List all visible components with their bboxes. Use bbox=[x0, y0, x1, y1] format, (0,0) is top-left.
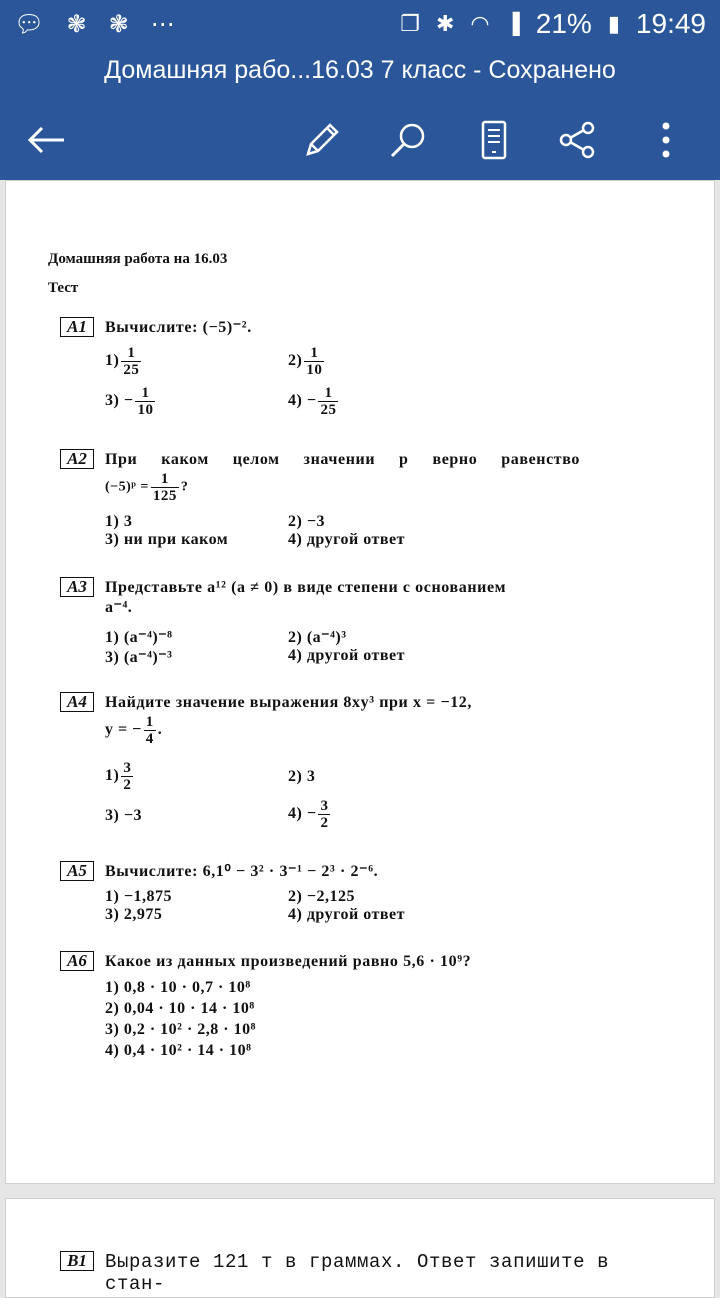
mobile-view-icon bbox=[479, 120, 509, 160]
option-2: 2) 3 bbox=[288, 768, 316, 785]
option-1: 1) 3 bbox=[105, 513, 133, 530]
option-3: 3) 0,2 · 10² · 2,8 · 10⁸ bbox=[105, 1021, 256, 1038]
document-page[interactable] bbox=[5, 180, 715, 1184]
back-arrow-icon bbox=[26, 125, 66, 155]
question-number: A6 bbox=[60, 951, 94, 971]
app-toolbar bbox=[0, 48, 720, 180]
app-notification-icon-2: ❃ bbox=[108, 11, 129, 38]
document-title: Домашняя рабо...16.03 7 класс - Сохранено bbox=[104, 56, 616, 84]
chat-notification-icon: 💬︎ bbox=[14, 11, 45, 38]
question-text: Вычислите: (−5)⁻². bbox=[105, 319, 252, 336]
document-page-2[interactable] bbox=[5, 1198, 715, 1298]
question-text: Найдите значение выражения 8xy³ при x = −12, bbox=[105, 694, 472, 711]
share-button[interactable] bbox=[548, 110, 608, 170]
question-number: A3 bbox=[60, 577, 94, 597]
doc-subheading: Тест bbox=[48, 280, 79, 296]
status-bar bbox=[0, 0, 720, 48]
more-vert-icon bbox=[661, 120, 671, 160]
option-1: 1) (a⁻⁴)⁻⁸ bbox=[105, 629, 173, 646]
bluetooth-icon: ✱ bbox=[435, 11, 455, 36]
question-text: Какое из данных произведений равно 5,6 · 10⁹? bbox=[105, 953, 472, 970]
option-3: 3) (a⁻⁴)⁻³ bbox=[105, 649, 173, 666]
question-number: B1 bbox=[60, 1251, 94, 1271]
edit-button[interactable] bbox=[292, 110, 352, 170]
more-options-button[interactable] bbox=[636, 110, 696, 170]
option-2: 2) −3 bbox=[288, 513, 325, 530]
question-number: A1 bbox=[60, 317, 94, 337]
option-1: 1) $\frac{1}{25}$ bbox=[105, 345, 140, 378]
option-4: 4) другой ответ bbox=[288, 531, 405, 548]
mobile-view-button[interactable] bbox=[464, 110, 524, 170]
option-1: 1) 0,8 · 10 · 0,7 · 10⁸ bbox=[105, 979, 251, 996]
option-3: 3) −3 bbox=[105, 807, 142, 824]
option-3: 3) ни при каком bbox=[105, 531, 229, 548]
search-button[interactable] bbox=[378, 110, 438, 170]
option-4: 4) 0,4 · 10² · 14 · 10⁸ bbox=[105, 1042, 252, 1059]
option-4: 4) − $\frac{3}{2}$ bbox=[288, 798, 329, 831]
more-notifications-icon: ⋯ bbox=[150, 11, 175, 38]
search-icon bbox=[388, 120, 428, 160]
question-text-cont: a⁻⁴. bbox=[105, 599, 133, 616]
option-2: 2) (a⁻⁴)³ bbox=[288, 629, 347, 646]
battery-percent: 21% bbox=[535, 8, 592, 39]
question-number: A4 bbox=[60, 692, 94, 712]
question-number: A5 bbox=[60, 861, 94, 881]
question-text: При каком целом значении p верно равенство bbox=[105, 451, 580, 468]
question-text: Вычислите: 6,1⁰ − 3² · 3⁻¹ − 2³ · 2⁻⁶. bbox=[105, 863, 379, 880]
question-number: A2 bbox=[60, 449, 94, 469]
back-button[interactable] bbox=[16, 110, 76, 170]
question-text-cont: y = − $\frac{1}{4}$ . bbox=[105, 714, 163, 747]
app-notification-icon: ❃ bbox=[66, 11, 87, 38]
question-text: Представьте a¹² (a ≠ 0) в виде степени с основанием bbox=[105, 579, 507, 596]
pencil-icon bbox=[302, 120, 342, 160]
option-1: 1) $\frac{3}{2}$ bbox=[105, 760, 132, 793]
doc-heading: Домашняя работа на 16.03 bbox=[48, 251, 228, 267]
signal-icon: ▐ bbox=[505, 12, 520, 35]
wifi-icon: ◠ bbox=[470, 11, 490, 36]
option-2: 2) $\frac{1}{10}$ bbox=[288, 345, 323, 378]
battery-icon: ▮ bbox=[607, 11, 620, 36]
option-4: 4) другой ответ bbox=[288, 647, 405, 664]
clock: 19:49 bbox=[635, 8, 706, 39]
option-2: 2) 0,04 · 10 · 14 · 10⁸ bbox=[105, 1000, 255, 1017]
question-text: Выразите 121 т в граммах. Ответ запишите в стан- bbox=[105, 1251, 610, 1295]
option-3: 3) 2,975 bbox=[105, 906, 163, 923]
option-4: 4) другой ответ bbox=[288, 906, 405, 923]
equation: (−5)ᵖ = $\frac{1}{125}$ ? bbox=[105, 471, 189, 504]
option-3: 3) − $\frac{1}{10}$ bbox=[105, 385, 154, 418]
share-icon bbox=[558, 120, 598, 160]
option-2: 2) −2,125 bbox=[288, 888, 355, 905]
option-1: 1) −1,875 bbox=[105, 888, 172, 905]
battery-saver-icon: ❐ bbox=[400, 11, 420, 36]
option-4: 4) − $\frac{1}{25}$ bbox=[288, 385, 337, 418]
